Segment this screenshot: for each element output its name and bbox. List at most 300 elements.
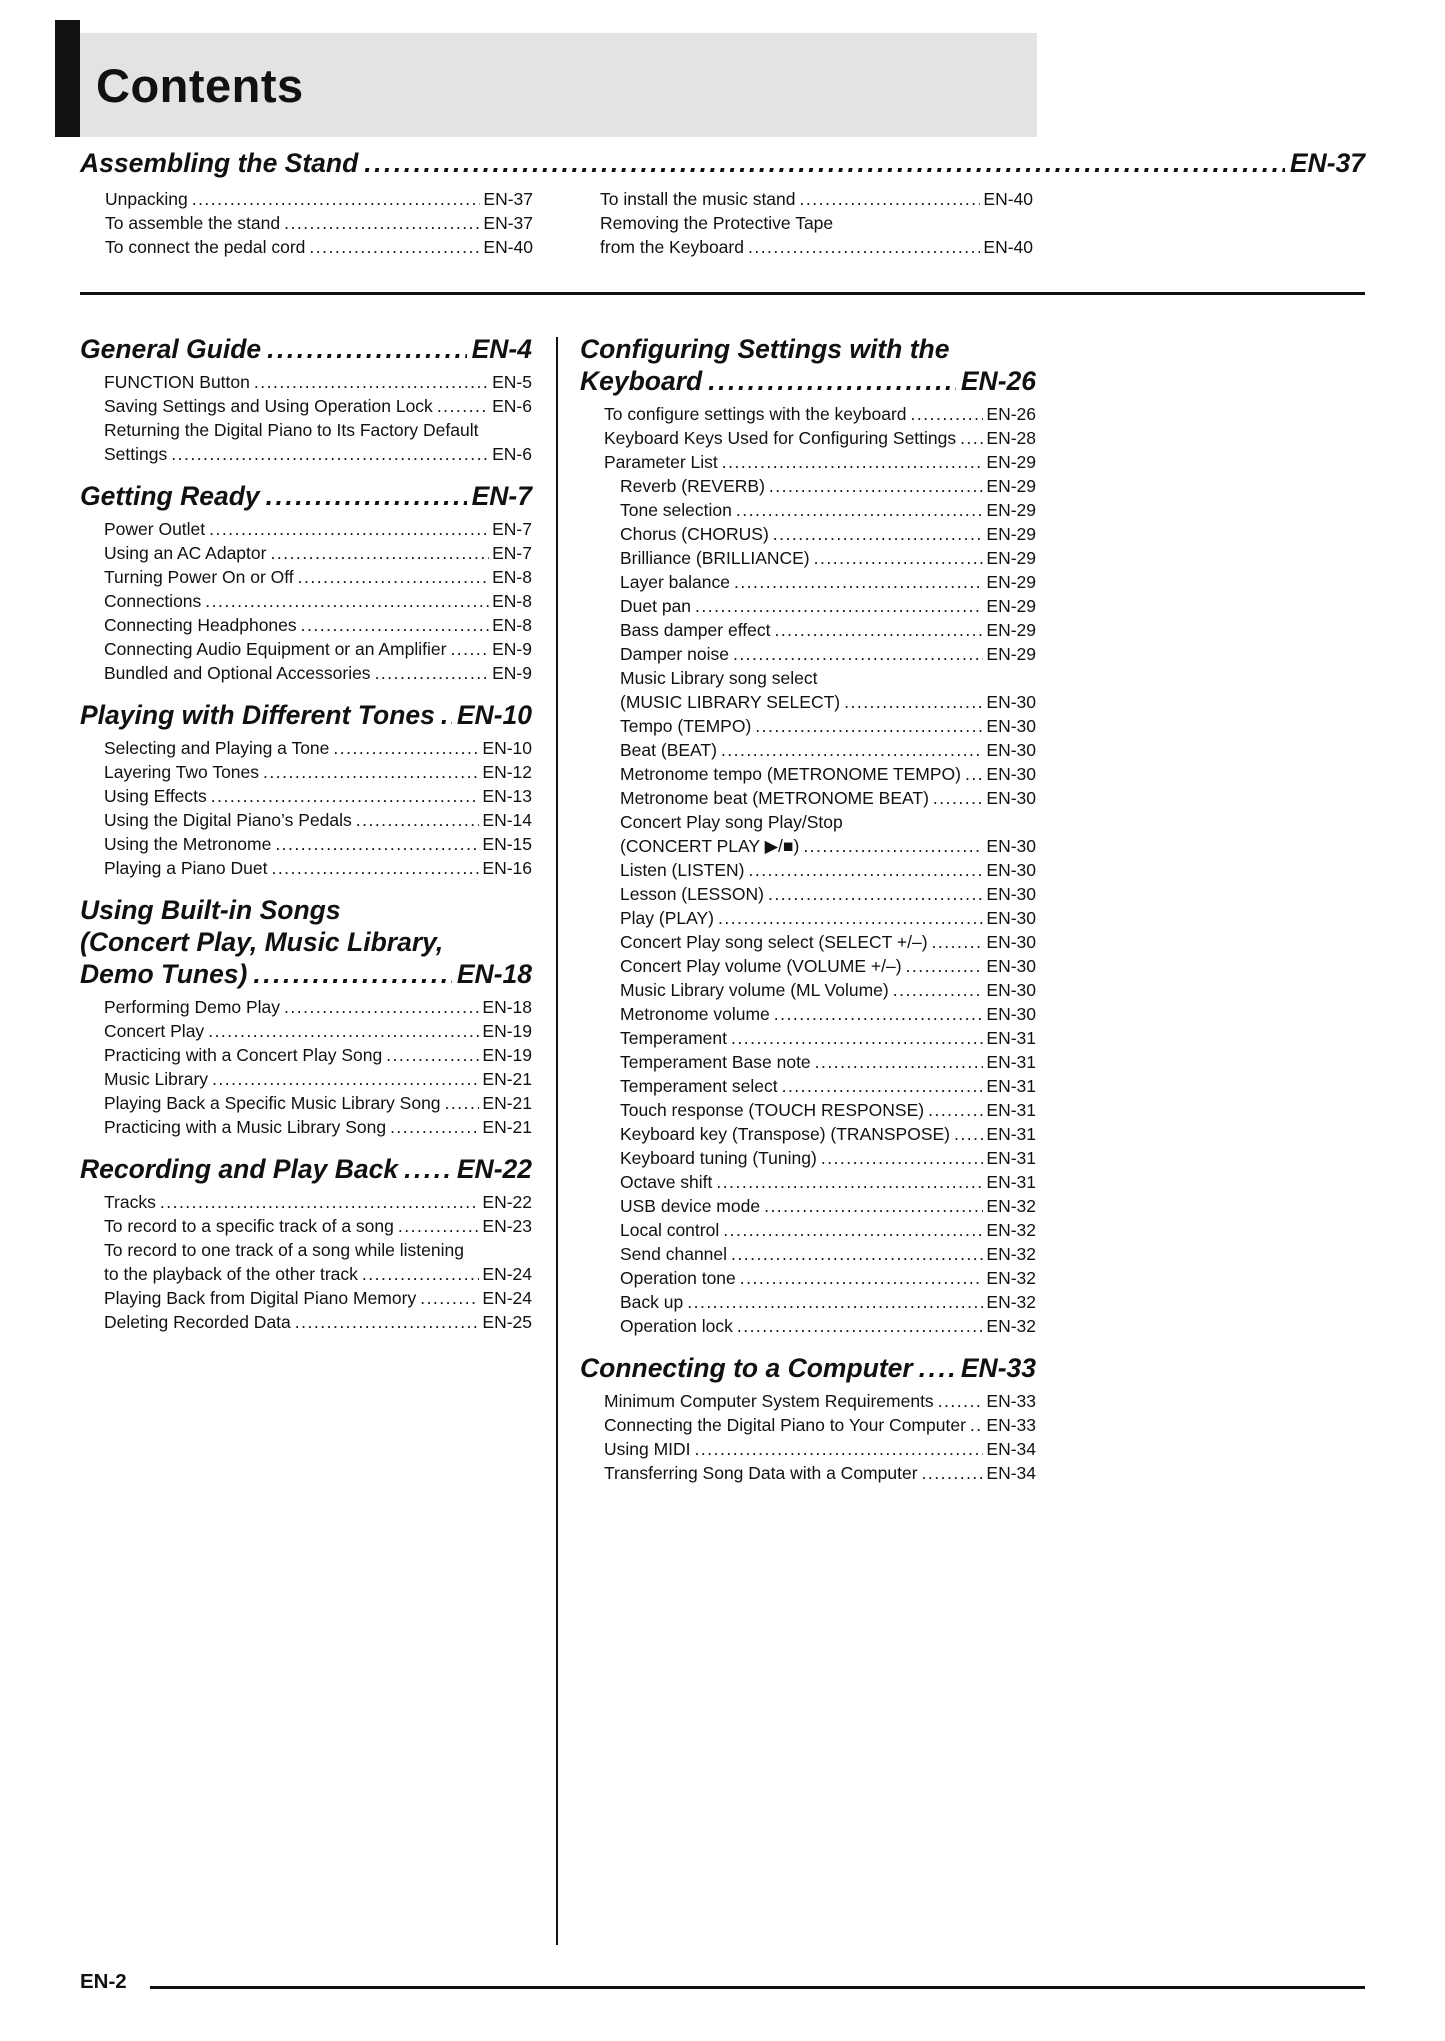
toc-entry-label: Music Library song select	[620, 668, 818, 688]
contents-banner	[55, 20, 1037, 137]
toc-entry-label: Tone selection	[620, 500, 732, 520]
section-heading	[80, 894, 532, 990]
toc-entry-page: EN-9	[492, 639, 532, 659]
dot-leader	[764, 1194, 983, 1218]
toc-entry	[580, 714, 1036, 738]
dot-leader	[687, 1290, 983, 1314]
dot-leader	[263, 760, 479, 784]
dot-leader	[769, 474, 983, 498]
toc-entry-label: Removing the Protective Tape	[600, 213, 834, 233]
dot-leader	[309, 235, 480, 259]
toc-entry	[580, 1026, 1036, 1050]
toc-entry	[580, 1050, 1036, 1074]
toc-entry-page: EN-10	[482, 738, 532, 758]
toc-entry	[80, 1214, 532, 1238]
top-column-left	[105, 187, 533, 259]
toc-entry-label: (CONCERT PLAY ▶/■)	[620, 836, 800, 856]
toc-entry	[580, 690, 1036, 714]
toc-entry-label: Unpacking	[105, 189, 188, 209]
dot-leader	[919, 1352, 956, 1384]
toc-entry-label: Concert Play song Play/Stop	[620, 812, 843, 832]
toc-entry-label: Reverb (REVERB)	[620, 476, 765, 496]
toc-entry-page: EN-24	[482, 1288, 532, 1308]
toc-entry-label: Beat (BEAT)	[620, 740, 717, 760]
toc-entry-label: Lesson (LESSON)	[620, 884, 764, 904]
section-heading-text: General Guide	[80, 334, 262, 364]
toc-entry-label: Using an AC Adaptor	[104, 543, 267, 563]
section-heading-page: EN-7	[471, 481, 532, 511]
toc-entry-label: Settings	[104, 444, 168, 464]
toc-entry-label: Selecting and Playing a Tone	[104, 738, 330, 758]
toc-entry-page: EN-9	[492, 663, 532, 683]
toc-entry-page: EN-29	[986, 476, 1036, 496]
section-heading-text: Assembling the Stand	[80, 148, 359, 178]
toc-entry	[580, 1389, 1036, 1413]
dot-leader	[932, 930, 984, 954]
toc-entry-label: Metronome tempo (METRONOME TEMPO)	[620, 764, 961, 784]
dot-leader	[390, 1115, 479, 1139]
toc-entry-label: Play (PLAY)	[620, 908, 715, 928]
toc-entry	[580, 930, 1036, 954]
toc-entry-page: EN-23	[482, 1216, 532, 1236]
toc-entry-page: EN-31	[986, 1148, 1036, 1168]
dot-leader	[404, 1153, 452, 1185]
toc-entry	[580, 426, 1036, 450]
toc-entry	[580, 618, 1036, 642]
toc-entry-page: EN-32	[986, 1220, 1036, 1240]
toc-entry-label: Deleting Recorded Data	[104, 1312, 291, 1332]
toc-entry	[580, 978, 1036, 1002]
toc-entry-page: EN-34	[986, 1463, 1036, 1483]
dot-leader	[731, 1242, 983, 1266]
toc-entry-label: Operation tone	[620, 1268, 736, 1288]
toc-entry	[580, 954, 1036, 978]
toc-entry	[80, 1238, 532, 1262]
dot-leader	[821, 1146, 984, 1170]
dot-leader	[933, 786, 983, 810]
toc-entry-label: (MUSIC LIBRARY SELECT)	[620, 692, 841, 712]
toc-entry	[80, 589, 532, 613]
toc-entry	[580, 474, 1036, 498]
top-columns	[80, 187, 1365, 273]
toc-entry-label: Performing Demo Play	[104, 997, 281, 1017]
dot-leader	[208, 1019, 479, 1043]
dot-leader	[723, 1218, 983, 1242]
toc-entry-page: EN-30	[986, 764, 1036, 784]
dot-leader	[708, 365, 956, 397]
dot-leader	[364, 147, 1285, 179]
toc-entry-label: Music Library volume (ML Volume)	[620, 980, 889, 1000]
toc-entry	[80, 736, 532, 760]
section-heading-line	[580, 365, 1036, 397]
toc-entry-label: Playing Back a Specific Music Library Song	[104, 1093, 441, 1113]
toc-entry-label: Minimum Computer System Requirements	[604, 1391, 934, 1411]
section-heading-text: Connecting to a Computer	[580, 1353, 913, 1383]
toc-entry	[580, 786, 1036, 810]
section-heading-line	[580, 1352, 1036, 1384]
toc-entry-page: EN-16	[482, 858, 532, 878]
toc-entry-label: from the Keyboard	[600, 237, 744, 257]
section-heading	[80, 480, 532, 512]
toc-entry-label: Concert Play	[104, 1021, 205, 1041]
toc-entry	[580, 666, 1036, 690]
toc-entry-label: Temperament Base note	[620, 1052, 811, 1072]
toc-entry-page: EN-13	[482, 786, 532, 806]
toc-entry-label: Connecting the Digital Piano to Your Computer	[604, 1415, 966, 1435]
toc-entry	[580, 642, 1036, 666]
dot-leader	[718, 906, 983, 930]
toc-entry-label: Touch response (TOUCH RESPONSE)	[620, 1100, 925, 1120]
toc-entry-page: EN-30	[986, 788, 1036, 808]
toc-entry-page: EN-40	[983, 189, 1033, 209]
dot-leader	[965, 762, 983, 786]
section-heading-page: EN-37	[1289, 148, 1365, 178]
dot-leader	[450, 637, 489, 661]
toc-entry-label: Music Library	[104, 1069, 209, 1089]
toc-entry-page: EN-12	[482, 762, 532, 782]
toc-entry	[80, 565, 532, 589]
toc-entry-page: EN-29	[986, 620, 1036, 640]
section-heading	[80, 1153, 532, 1185]
footer-page-number: EN-2	[80, 1970, 127, 1993]
toc-entry-label: Local control	[620, 1220, 720, 1240]
toc-entry-label: Listen (LISTEN)	[620, 860, 745, 880]
dot-leader	[209, 517, 489, 541]
section-heading-line	[80, 480, 532, 512]
toc-entry-label: Brilliance (BRILLIANCE)	[620, 548, 810, 568]
toc-entry	[600, 187, 1033, 211]
dot-leader	[893, 978, 984, 1002]
dot-leader	[301, 613, 489, 637]
toc-entry	[80, 517, 532, 541]
toc-entry-label: Operation lock	[620, 1316, 733, 1336]
toc-entry-label: Octave shift	[620, 1172, 713, 1192]
dot-leader	[922, 1461, 984, 1485]
toc-entry-label: Keyboard Keys Used for Configuring Settings	[604, 428, 957, 448]
toc-entry	[80, 418, 532, 442]
toc-entry-label: FUNCTION Button	[104, 372, 250, 392]
toc-entry	[580, 882, 1036, 906]
toc-entry	[80, 541, 532, 565]
toc-entry-label: Parameter List	[604, 452, 718, 472]
dot-leader	[375, 661, 490, 685]
dot-leader	[737, 1314, 984, 1338]
dot-leader	[437, 394, 489, 418]
toc-entry-page: EN-21	[482, 1117, 532, 1137]
toc-entry	[580, 1242, 1036, 1266]
toc-entry	[580, 1074, 1036, 1098]
toc-entry-page: EN-32	[986, 1196, 1036, 1216]
toc-entry-page: EN-33	[986, 1391, 1036, 1411]
toc-entry	[80, 832, 532, 856]
dot-leader	[768, 882, 983, 906]
toc-entry-label: Concert Play volume (VOLUME +/–)	[620, 956, 902, 976]
toc-entry-page: EN-30	[986, 836, 1036, 856]
toc-entry-page: EN-30	[986, 692, 1036, 712]
toc-entry	[580, 906, 1036, 930]
toc-column-right	[580, 333, 1036, 1485]
dot-leader	[938, 1389, 984, 1413]
toc-entry-page: EN-15	[482, 834, 532, 854]
toc-entry-label: Tracks	[104, 1192, 156, 1212]
toc-entry	[80, 637, 532, 661]
toc-entry-label: Keyboard key (Transpose) (TRANSPOSE)	[620, 1124, 951, 1144]
toc-entry-label: Temperament select	[620, 1076, 778, 1096]
toc-entry-page: EN-8	[492, 591, 532, 611]
toc-entry-page: EN-30	[986, 1004, 1036, 1024]
toc-entry-page: EN-30	[986, 740, 1036, 760]
section-heading-page: EN-33	[960, 1353, 1036, 1383]
dot-leader	[398, 1214, 480, 1238]
toc-entry	[80, 1115, 532, 1139]
section-heading-page: EN-10	[456, 700, 532, 730]
section-heading-page: EN-4	[471, 334, 532, 364]
toc-entry-label: Concert Play song select (SELECT +/–)	[620, 932, 928, 952]
toc-entry	[105, 235, 533, 259]
dot-leader	[803, 834, 983, 858]
toc-entry-label: Chorus (CHORUS)	[620, 524, 769, 544]
section-heading-text: Keyboard	[580, 366, 703, 396]
toc-entry-page: EN-31	[986, 1076, 1036, 1096]
toc-entry	[80, 1262, 532, 1286]
toc-entry-label: To connect the pedal cord	[105, 237, 306, 257]
toc-entry-page: EN-30	[986, 980, 1036, 1000]
dot-leader	[721, 738, 983, 762]
dot-leader	[736, 498, 984, 522]
toc-entry-page: EN-34	[986, 1439, 1036, 1459]
toc-entry	[80, 370, 532, 394]
toc-entry	[580, 1314, 1036, 1338]
toc-entry-label: Practicing with a Concert Play Song	[104, 1045, 383, 1065]
toc-entry-label: USB device mode	[620, 1196, 761, 1216]
dot-leader	[211, 784, 480, 808]
dot-leader	[295, 1310, 480, 1334]
section-heading	[580, 333, 1036, 397]
toc-entry	[80, 442, 532, 466]
toc-entry-page: EN-21	[482, 1093, 532, 1113]
toc-entry	[80, 995, 532, 1019]
toc-entry	[580, 570, 1036, 594]
toc-entry	[580, 738, 1036, 762]
dot-leader	[716, 1170, 983, 1194]
toc-entry	[580, 594, 1036, 618]
toc-entry-label: Send channel	[620, 1244, 728, 1264]
dot-leader	[266, 480, 467, 512]
toc-entry-label: Metronome beat (METRONOME BEAT)	[620, 788, 929, 808]
toc-entry-page: EN-32	[986, 1316, 1036, 1336]
toc-entry-label: Bundled and Optional Accessories	[104, 663, 371, 683]
toc-entry-page: EN-6	[492, 396, 532, 416]
toc-entry-page: EN-30	[986, 932, 1036, 952]
toc-entry-label: Bass damper effect	[620, 620, 771, 640]
toc-entry	[580, 546, 1036, 570]
toc-entry-label: Temperament	[620, 1028, 727, 1048]
dot-leader	[844, 690, 983, 714]
toc-entry-label: To assemble the stand	[105, 213, 281, 233]
toc-entry-page: EN-26	[986, 404, 1036, 424]
toc-entry-label: To record to one track of a song while listening	[104, 1240, 464, 1260]
toc-entry-label: Turning Power On or Off	[104, 567, 294, 587]
toc-entry	[80, 1019, 532, 1043]
toc-entry-label: Layering Two Tones	[104, 762, 260, 782]
toc-entry-label: Back up	[620, 1292, 684, 1312]
toc-entry-label: Using MIDI	[604, 1439, 691, 1459]
toc-entry-label: Connections	[104, 591, 202, 611]
toc-entry-page: EN-19	[482, 1021, 532, 1041]
toc-entry-page: EN-8	[492, 567, 532, 587]
section-heading-line	[80, 147, 1365, 179]
toc-entry-page: EN-37	[483, 213, 533, 233]
dot-leader	[695, 1437, 984, 1461]
section-assembling-the-stand	[80, 147, 1365, 273]
dot-leader	[814, 546, 984, 570]
toc-entry-label: To install the music stand	[600, 189, 796, 209]
section-heading	[80, 147, 1365, 179]
toc-entry	[580, 1437, 1036, 1461]
dot-leader	[212, 1067, 479, 1091]
dot-leader	[928, 1098, 983, 1122]
toc-column-left	[80, 333, 532, 1334]
dot-leader	[748, 858, 983, 882]
toc-entry	[580, 498, 1036, 522]
toc-entry-page: EN-19	[482, 1045, 532, 1065]
section-heading-page: EN-18	[456, 959, 532, 989]
toc-entry	[580, 1122, 1036, 1146]
toc-entry-page: EN-31	[986, 1052, 1036, 1072]
dot-leader	[284, 211, 480, 235]
toc-entry	[80, 808, 532, 832]
toc-entry	[580, 1461, 1036, 1485]
toc-entry-label: Metronome volume	[620, 1004, 770, 1024]
toc-entry-label: Using the Digital Piano’s Pedals	[104, 810, 352, 830]
dot-leader	[731, 1026, 983, 1050]
toc-entry	[80, 784, 532, 808]
toc-entry-page: EN-29	[986, 572, 1036, 592]
dot-leader	[271, 856, 479, 880]
dot-leader	[267, 333, 466, 365]
dot-leader	[445, 1091, 480, 1115]
toc-entry	[580, 858, 1036, 882]
toc-entry	[80, 1091, 532, 1115]
toc-entry-page: EN-30	[986, 956, 1036, 976]
toc-entry-page: EN-32	[986, 1268, 1036, 1288]
section-heading-line	[80, 333, 532, 365]
toc-entry-page: EN-32	[986, 1292, 1036, 1312]
toc-entry-label: Duet pan	[620, 596, 692, 616]
banner-band	[80, 33, 1037, 137]
toc-entry-label: Layer balance	[620, 572, 730, 592]
toc-entry-label: Damper noise	[620, 644, 729, 664]
toc-entry	[80, 760, 532, 784]
toc-entry-page: EN-8	[492, 615, 532, 635]
toc-entry	[580, 1290, 1036, 1314]
toc-entry-label: Keyboard tuning (Tuning)	[620, 1148, 817, 1168]
toc-entry-page: EN-29	[986, 596, 1036, 616]
dot-leader	[722, 450, 984, 474]
toc-entry	[80, 1190, 532, 1214]
section-heading-text: Configuring Settings with the	[580, 334, 950, 364]
dot-leader	[386, 1043, 479, 1067]
dot-leader	[960, 426, 983, 450]
toc-entry-page: EN-40	[983, 237, 1033, 257]
top-column-right	[600, 187, 1033, 259]
toc-entry-label: To configure settings with the keyboard	[604, 404, 907, 424]
toc-entry	[580, 1194, 1036, 1218]
toc-entry	[580, 1218, 1036, 1242]
toc-entry-page: EN-31	[986, 1028, 1036, 1048]
section-heading-page: EN-22	[456, 1154, 532, 1184]
toc-entry-page: EN-25	[482, 1312, 532, 1332]
dot-leader	[734, 570, 983, 594]
section-heading-text: Getting Ready	[80, 481, 260, 511]
dot-leader	[733, 642, 983, 666]
dot-leader	[356, 808, 480, 832]
toc-entry-label: Playing a Piano Duet	[104, 858, 268, 878]
toc-entry-page: EN-29	[986, 500, 1036, 520]
dot-leader	[695, 594, 983, 618]
column-divider	[556, 337, 558, 1945]
dot-leader	[298, 565, 489, 589]
toc-entry	[105, 211, 533, 235]
toc-entry-page: EN-30	[986, 884, 1036, 904]
dot-leader	[171, 442, 489, 466]
toc-entry	[80, 1310, 532, 1334]
toc-entry	[580, 450, 1036, 474]
banner-accent-bar	[55, 20, 80, 137]
toc-entry-page: EN-33	[986, 1415, 1036, 1435]
dot-leader	[270, 541, 489, 565]
dot-leader	[160, 1190, 480, 1214]
dot-leader	[782, 1074, 984, 1098]
toc-entry-page: EN-29	[986, 452, 1036, 472]
toc-entry	[580, 1413, 1036, 1437]
toc-entry-page: EN-31	[986, 1100, 1036, 1120]
toc-entry	[80, 856, 532, 880]
toc-entry-label: to the playback of the other track	[104, 1264, 358, 1284]
toc-entry-label: Using the Metronome	[104, 834, 272, 854]
toc-entry-page: EN-30	[986, 716, 1036, 736]
dot-leader	[954, 1122, 983, 1146]
toc-entry-page: EN-32	[986, 1244, 1036, 1264]
toc-entry	[580, 762, 1036, 786]
toc-entry-page: EN-24	[482, 1264, 532, 1284]
toc-entry-page: EN-5	[492, 372, 532, 392]
toc-entry	[80, 613, 532, 637]
dot-leader	[420, 1286, 479, 1310]
toc-entry	[600, 235, 1033, 259]
toc-entry-page: EN-7	[492, 519, 532, 539]
section-heading-line	[580, 333, 1036, 365]
toc-entry-page: EN-29	[986, 548, 1036, 568]
toc-entry-label: Using Effects	[104, 786, 207, 806]
dot-leader	[275, 832, 479, 856]
dot-leader	[748, 235, 980, 259]
toc-entry-page: EN-29	[986, 644, 1036, 664]
toc-entry	[580, 402, 1036, 426]
section-heading	[80, 699, 532, 731]
section-heading-page: EN-26	[960, 366, 1036, 396]
toc-entry	[580, 522, 1036, 546]
toc-entry-page: EN-22	[482, 1192, 532, 1212]
dot-leader	[800, 187, 981, 211]
horizontal-rule	[80, 292, 1365, 295]
toc-entry-page: EN-18	[482, 997, 532, 1017]
toc-entry	[600, 211, 1033, 235]
section-heading-line	[80, 926, 532, 958]
section-heading-text: Recording and Play Back	[80, 1154, 399, 1184]
toc-entry	[580, 1266, 1036, 1290]
toc-entry-page: EN-6	[492, 444, 532, 464]
